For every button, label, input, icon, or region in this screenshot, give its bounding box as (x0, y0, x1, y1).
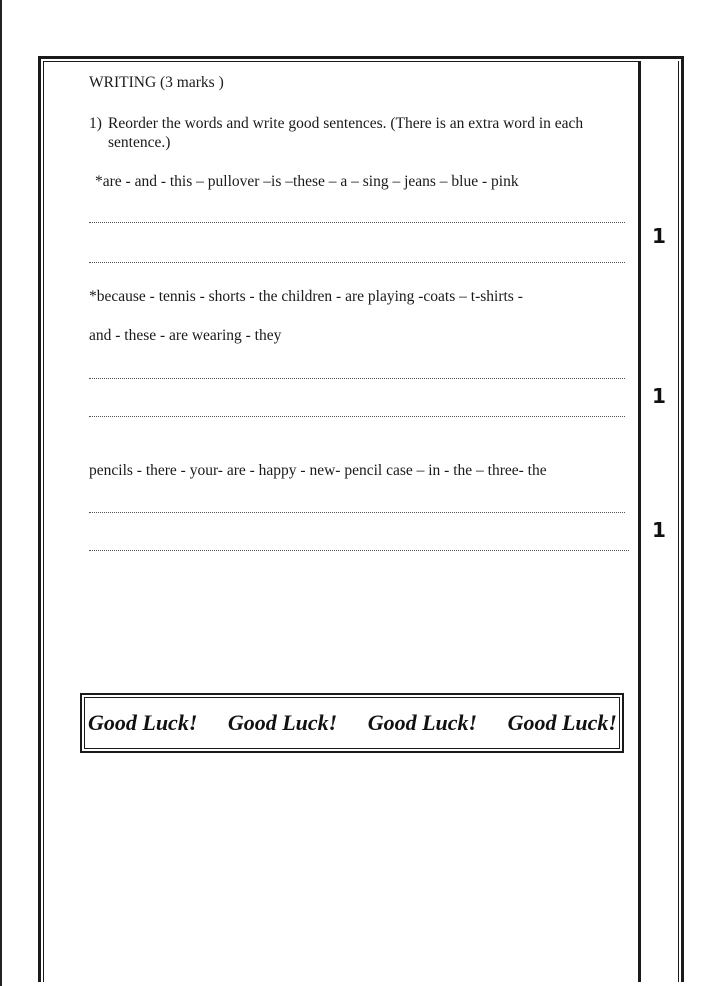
item-3-answer-line-2[interactable] (89, 550, 629, 551)
item-1-mark: 1 (652, 224, 666, 248)
item-1-answer-line-1[interactable] (89, 222, 625, 223)
item-1-answer-line-2[interactable] (89, 262, 625, 263)
good-luck-text-2: Good Luck! (227, 710, 338, 735)
page-inner-frame (43, 61, 641, 982)
item-2-words-line-2: and - these - are wearing - they (89, 327, 282, 344)
item-3-mark: 1 (652, 518, 666, 542)
good-luck-text-1: Good Luck! (88, 710, 198, 735)
item-3-answer-line-1[interactable] (89, 512, 625, 513)
item-2-words-line-1: *because - tennis - shorts - the children - are playing -coats – t-shirts - (89, 288, 523, 305)
item-1-words: *are - and - this – pullover –is –these – a – sing – jeans – blue - pink (95, 173, 519, 190)
good-luck-banner-inner (84, 697, 620, 749)
item-3-words: pencils - there - your- are - happy - new- pencil case – in - the – three- the (89, 462, 547, 479)
good-luck-text-3: Good Luck! (367, 710, 478, 735)
instruction-number: 1) (89, 115, 102, 132)
instruction (89, 114, 629, 152)
section-title: WRITING (3 marks ) (89, 74, 224, 91)
instruction-text: Reorder the words and write good sentences. (There is an extra word in each sentence.) (108, 115, 584, 151)
good-luck-text-4: Good Luck! (507, 710, 617, 735)
item-2-mark: 1 (652, 384, 666, 408)
marks-column-divider (678, 61, 679, 982)
item-2-answer-line-1[interactable] (89, 378, 625, 379)
item-2-answer-line-2[interactable] (89, 416, 625, 417)
